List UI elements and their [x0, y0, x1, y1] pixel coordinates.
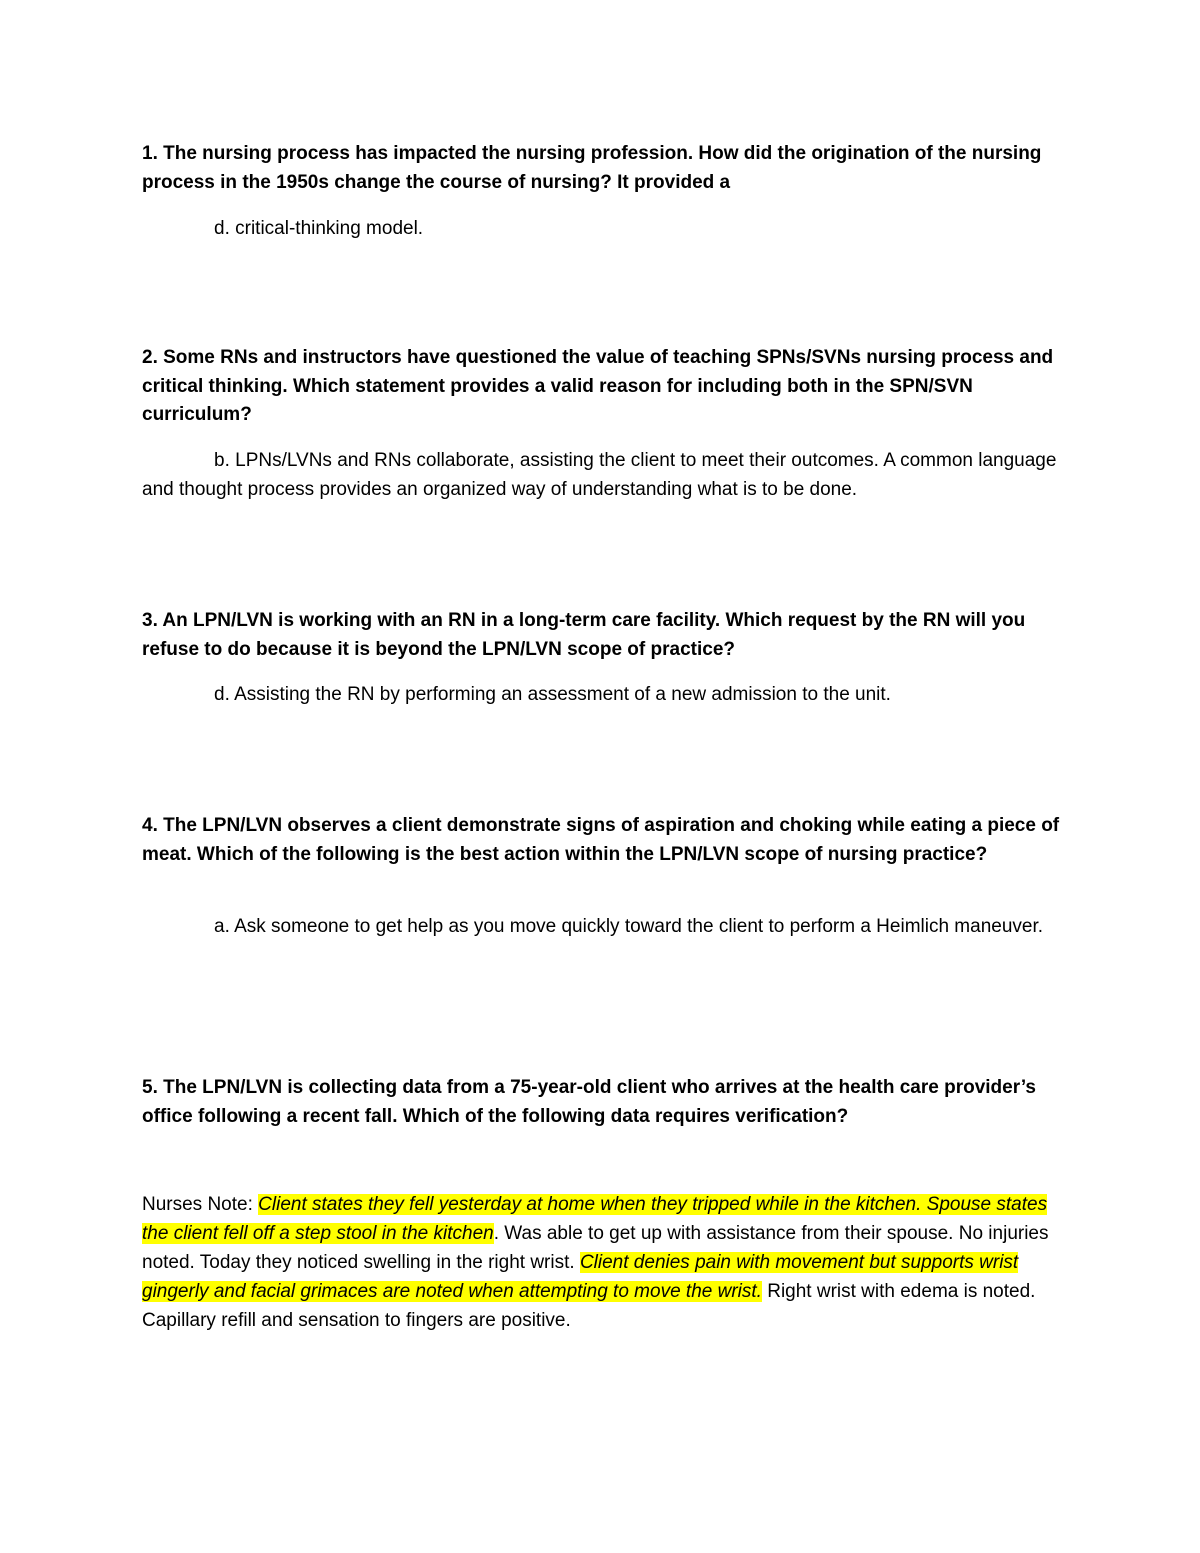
question-5: 5. The LPN/LVN is collecting data from a 75-year-old client who arrives at the health care provider’s office following a recent fall. Which of the following data requires verification?	[142, 1077, 1036, 1127]
question-3: 3. An LPN/LVN is working with an RN in a long-term care facility. Which request by the RN will you refuse to do because it is beyond the LPN/LVN scope of practice?	[142, 610, 1026, 660]
nurses-note-text-2: Right wrist with edema is noted. Capillary refill and sensation to fingers are positive.	[142, 1281, 1036, 1331]
nurses-note	[142, 1190, 1062, 1335]
nurses-note-highlight-2: Client denies pain with movement but supports wrist gingerly and facial grimaces are noted when attempting to move the wrist.	[142, 1252, 1019, 1302]
answer-2: b. LPNs/LVNs and RNs collaborate, assisting the client to meet their outcomes. A common language and thought process provides an organized way of understanding what is to be done.	[142, 450, 1057, 500]
question-2: 2. Some RNs and instructors have questioned the value of teaching SPNs/SVNs nursing process and critical thinking. Which statement provides a valid reason for including both in the SPN/SVN curriculum?	[142, 347, 1054, 425]
nurses-note-highlight-1: Client states they fell yesterday at home when they tripped while in the kitchen. Spouse states the client fell off a step stool in the kitchen	[142, 1194, 1048, 1244]
nurses-note-text-1: . Was able to get up with assistance from their spouse. No injuries noted. Today they noticed swelling in the right wrist.	[142, 1223, 1049, 1273]
answer-4: a. Ask someone to get help as you move quickly toward the client to perform a Heimlich maneuver.	[214, 916, 1044, 937]
nurses-note-label: Nurses Note:	[142, 1194, 259, 1215]
question-4: 4. The LPN/LVN observes a client demonstrate signs of aspiration and choking while eating a piece of meat. Which of the following is the best action within the LPN/LVN scope of nursing practice?	[142, 815, 1060, 865]
answer-3: d. Assisting the RN by performing an assessment of a new admission to the unit.	[214, 684, 891, 705]
question-1: 1. The nursing process has impacted the nursing profession. How did the origination of the nursing process in the 1950s change the course of nursing? It provided a	[142, 143, 1042, 193]
answer-1: d. critical-thinking model.	[214, 218, 424, 239]
